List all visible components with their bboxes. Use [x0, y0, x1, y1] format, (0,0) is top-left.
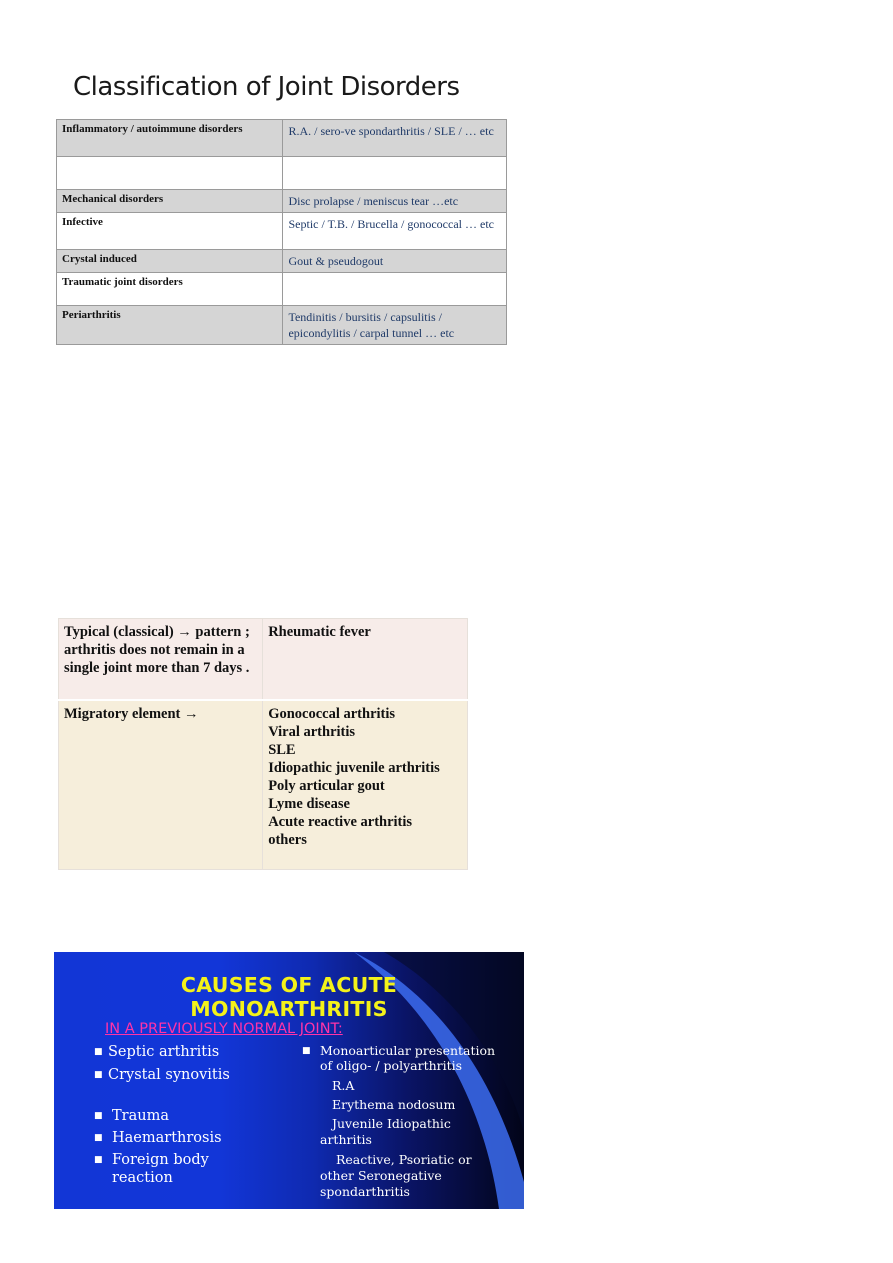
category-cell: Infective [57, 213, 283, 250]
list-item: Reactive, Psoriatic or [336, 1152, 472, 1167]
table-row [57, 250, 507, 273]
list-item: Acute reactive arthritis [268, 814, 413, 830]
list-item: arthritis [320, 1132, 372, 1147]
list-item: ■ Foreign body [94, 1152, 209, 1168]
cause-cell: Rheumatic fever [263, 619, 468, 701]
list-item: spondarthritis [320, 1184, 410, 1199]
list-item: Viral arthritis [268, 724, 356, 740]
slide-subheading: IN A PREVIOUSLY NORMAL JOINT: [105, 1021, 343, 1037]
category-cell: Periarthritis [57, 306, 283, 345]
classification-table [56, 119, 507, 345]
slide-heading: MONOARTHRITIS [190, 997, 388, 1021]
pattern-cell: Migratory element → [59, 700, 263, 870]
page-title: Classification of Joint Disorders [73, 72, 460, 102]
table-row [57, 190, 507, 213]
examples-cell: Septic / T.B. / Brucella / gonococcal … etc [283, 213, 507, 250]
table-row [57, 213, 507, 250]
list-item: reaction [112, 1170, 173, 1186]
list-item: Erythema nodosum [332, 1097, 456, 1112]
examples-cell: R.A. / sero-ve spondarthritis / SLE / … etc [283, 120, 507, 157]
examples-cell [283, 157, 507, 190]
table-row [57, 157, 507, 190]
table-row [57, 273, 507, 306]
bullet-icon: ■ [94, 1133, 103, 1143]
list-item: Lyme disease [268, 796, 350, 812]
list-item: ■ Crystal synovitis [94, 1067, 230, 1083]
examples-cell [283, 273, 507, 306]
list-item: ■ Septic arthritis [94, 1044, 220, 1060]
list-item: other Seronegative [320, 1168, 442, 1183]
list-item: Juvenile Idiopathic [332, 1116, 451, 1131]
table-row [59, 700, 468, 870]
bullet-icon: ■ [302, 1046, 311, 1056]
list-item: R.A [332, 1078, 355, 1093]
category-cell: Traumatic joint disorders [57, 273, 283, 306]
pattern-cell: Typical (classical) → pattern ; arthritis does not remain in a single joint more than 7 days . [59, 619, 263, 701]
list-item: ■ Trauma [94, 1108, 169, 1124]
list-item: others [268, 832, 307, 848]
category-cell [57, 157, 283, 190]
examples-cell: Tendinitis / bursitis / capsulitis / epicondylitis / carpal tunnel … etc [283, 306, 507, 345]
list-item: ■ Monoarticular presentation [302, 1043, 496, 1058]
migratory-arthritis-table [58, 618, 468, 870]
list-item: ■ Haemarthrosis [94, 1130, 222, 1146]
table-row [59, 619, 468, 701]
list-item: SLE [268, 742, 296, 758]
bullet-icon: ■ [94, 1047, 103, 1057]
list-item: Poly articular gout [268, 778, 385, 794]
category-cell: Crystal induced [57, 250, 283, 273]
category-cell: Mechanical disorders [57, 190, 283, 213]
examples-cell: Disc prolapse / meniscus tear …etc [283, 190, 507, 213]
presentation-slide [54, 952, 524, 1209]
category-cell: Inflammatory / autoimmune disorders [57, 120, 283, 157]
list-item: of oligo- / polyarthritis [320, 1058, 463, 1073]
examples-cell: Gout & pseudogout [283, 250, 507, 273]
table-row [57, 120, 507, 157]
list-item: Idiopathic juvenile arthritis [268, 760, 440, 776]
bullet-icon: ■ [94, 1070, 103, 1080]
list-item: Gonococcal arthritis [268, 706, 396, 722]
bullet-icon: ■ [94, 1111, 103, 1121]
bullet-icon: ■ [94, 1155, 103, 1165]
slide-heading: CAUSES OF ACUTE [180, 973, 398, 997]
cause-list-cell [263, 700, 468, 870]
table-row [57, 306, 507, 345]
